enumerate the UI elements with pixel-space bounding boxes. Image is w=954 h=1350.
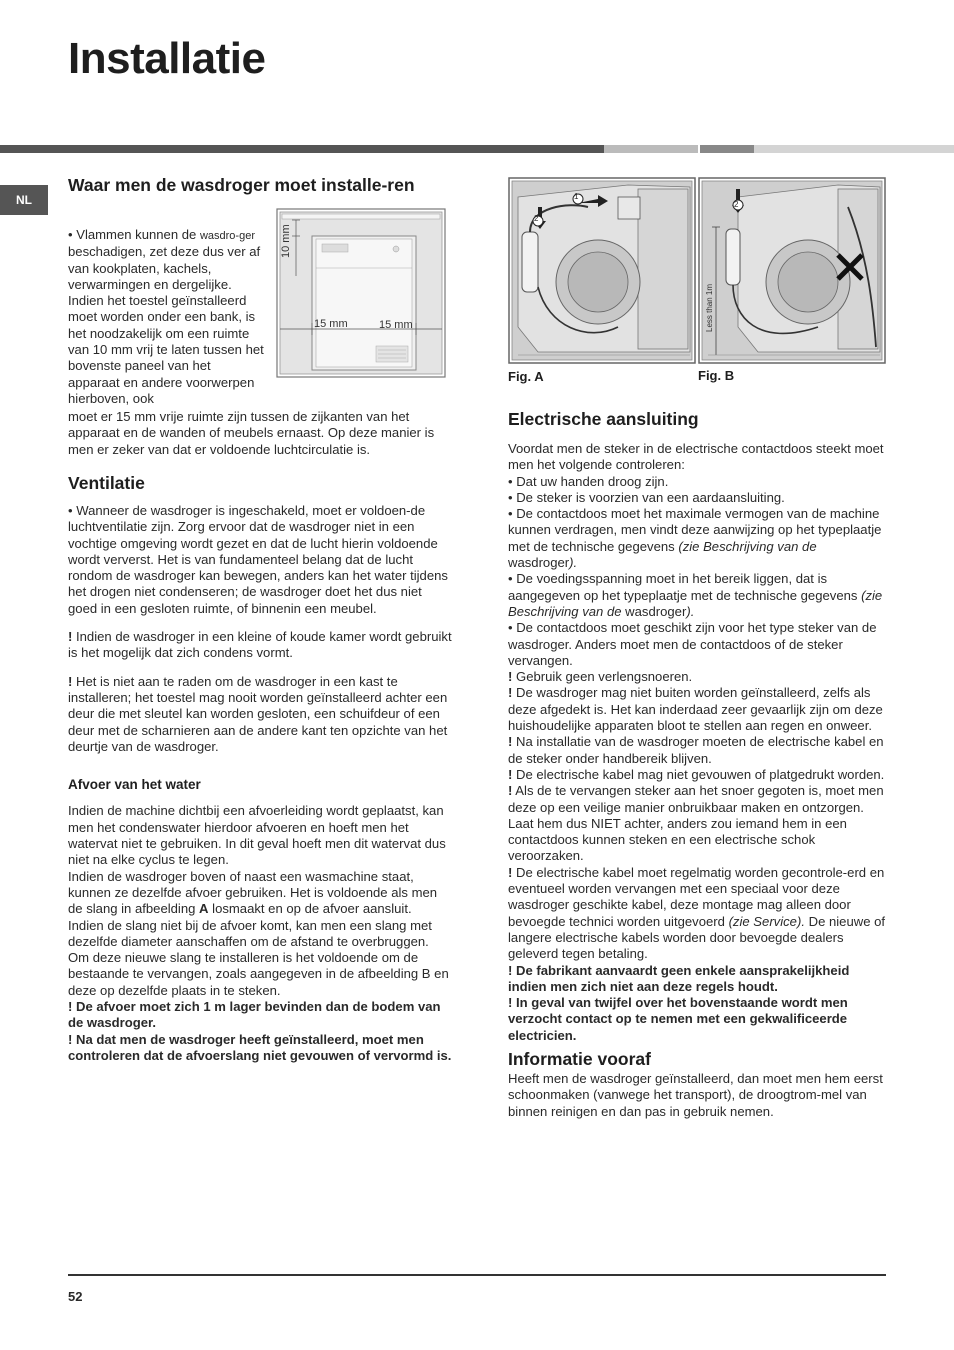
bullet-item — [508, 506, 888, 571]
text-run: De electrische kabel moet regelmatig worden gecontrole-erd en eventueel worden vervangen met een speciaal voor deze wasdroger geschikte kabel, deze montage mag alleen door bevoegde technici worden uitgevoerd — [508, 864, 885, 929]
header-bar-dark — [0, 145, 604, 153]
warning-text: Als de te vervangen steker aan het snoer gegoten is, moet men deze op een veilige manier onbruikbaar maken en ontzorgen. Laat hem dus NIET achter, anders zou iemand hem in een contactdoos kunnen steken en een electrische schok veroorzaken. — [508, 783, 884, 864]
warning-mark: ! — [508, 995, 513, 1011]
text-run-italic: (zie Beschrijving van de — [678, 538, 817, 554]
text-run-italic: (zie Service). — [728, 913, 805, 929]
section-title: Informatie vooraf — [508, 1048, 651, 1069]
warning-mark: ! — [508, 766, 513, 782]
install-location-text-wide — [68, 409, 452, 463]
bullet-item: • De contactdoos moet geschikt zijn voor het type steker van de wasdroger. Anders moet men de contactdoos of de steker vervangen. — [508, 620, 877, 668]
section-install-location — [68, 176, 448, 195]
text-run: • De voedingsspanning moet in het bereik liggen, dat is aangegeven op het typeplaatje met de technische gegevens — [508, 571, 862, 603]
page-number: 52 — [68, 1289, 83, 1304]
install-location-text-narrow — [68, 227, 264, 412]
paragraph: Voordat men de steker in de electrische contactdoos steekt moet men het volgende controleren: — [508, 441, 884, 473]
paragraph: • Wanneer de wasdroger is ingeschakeld, moet er voldoen-de luchtventilatie zijn. Zorg ervoor dat de wasdroger niet in een vochtige omgeving wordt gezet en dat de lucht hierin voldoende wordt ververst. Het is van fundamenteel belang dat de lucht rondom de wasdroger kan bewegen, anders kan het water tijdens het drogen niet condenseren; de wasdroger doet het dus niet goed in een gesloten ruimte, of binnenin een meubel. — [68, 503, 448, 616]
text-run: wasdroger — [621, 603, 687, 619]
right-gap-label: 15 mm — [379, 319, 413, 331]
section-title: Electrische aansluiting — [508, 409, 699, 429]
warning-mark: ! — [508, 962, 513, 978]
paragraph: Heeft men de wasdroger geïnstalleerd, dan moet men hem eerst schoonmaken (vanwege het transport), de droogtrom-mel van binnen reinigen en dan pas in gebruik nemen. — [508, 1070, 883, 1119]
subsection-title: Afvoer van het water — [68, 777, 201, 793]
text-run-small: wasdro-ger — [199, 230, 255, 242]
section-electrical-connection — [508, 410, 888, 1125]
text-run: Indien de wasdroger boven of naast een wasmachine staat, kunnen ze dezelfde afvoer gebruiken. Het is voldoende als men de slang in afbeelding — [68, 868, 438, 917]
warning-text: De electrische kabel mag niet gevouwen of platgedrukt worden. — [516, 766, 885, 782]
figure-b-illustration — [698, 177, 886, 364]
warning-text: De fabrikant aanvaardt geen enkele aansprakelijkheid indien men zich niet aan deze regels houdt. — [508, 962, 850, 994]
step-number-2: 2 — [734, 200, 739, 209]
paragraph: Indien de slang niet bij de afvoer komt, kan men een slang met dezelfde diameter aanschaffen om de afstand te overbruggen. — [68, 917, 432, 949]
warning-mark: ! — [68, 999, 73, 1015]
text-run: • De contactdoos moet het maximale vermogen van de machine kunnen verdragen, men vindt deze aanwijzing op het typeplaatje met de technische gegevens — [508, 506, 882, 554]
paragraph: moet er 15 mm vrije ruimte zijn tussen de zijkanten van het apparaat en de wanden of meubels ernaast. Op deze manier is men er zeker van dat er voldoende luchtcirculatie is. — [68, 409, 435, 457]
section-title: Waar men de wasdroger moet installe-ren — [68, 175, 415, 195]
warning-text: Gebruik geen verlengsnoeren. — [516, 669, 693, 685]
figure-a-caption: Fig. A — [508, 369, 544, 384]
warning-mark: ! — [508, 669, 513, 685]
distance-label: Less than 1m — [705, 283, 714, 332]
warning-text: Na installatie van de wasdroger moeten de electrische kabel en de steker onder handbereik blijven. — [508, 734, 884, 766]
page-title: Installatie — [68, 34, 266, 83]
text-run-bold: A — [199, 901, 209, 917]
warning-mark: ! — [68, 629, 73, 645]
language-tab: NL — [0, 185, 48, 215]
text-run-italic: (zie Beschrijving van de — [508, 587, 883, 619]
figure-b-caption: Fig. B — [698, 368, 735, 383]
paragraph: Indien de machine dichtbij een afvoerleiding wordt geplaatst, kan men het condenswater hierdoor afvoeren en hoeft men het watervat niet te gebruiken. In dit geval hoeft men dit watervat dus niet na elke cyclus te legen. — [68, 803, 446, 868]
warning-mark: ! — [68, 1031, 73, 1047]
warning-text: In geval van twijfel over het bovenstaande wordt men verzocht contact op te nemen met een gekwalificeerde electricien. — [508, 995, 848, 1043]
paragraph: Het is niet aan te raden om de wasdroger in een kast te installeren; het toestel mag nooit worden geïnstalleerd achter een deur die met sleutel kan worden gesloten, een schuifdeur of een deur met de scharnieren aan de andere kant ten opzichte van het deurtje van de wasdroger. — [68, 673, 448, 754]
warning-mark: ! — [508, 783, 513, 799]
text-run: De nieuwe of langere electrische kabels worden door bevoegde dealers geleverd tegen betaling. — [508, 913, 886, 962]
step-number-2: 2 — [534, 214, 539, 223]
text-run-italic: ). — [569, 555, 578, 571]
warning-text: Na dat men de wasdroger heeft geïnstalleerd, moet men controleren dat de afvoerslang niet gevouwen of vervormd is. — [68, 1031, 452, 1063]
step-number-1: 1 — [574, 192, 579, 201]
warning-mark: ! — [508, 685, 513, 701]
clearance-diagram — [276, 208, 446, 378]
warning-text: De wasdroger mag niet buiten worden geïnstalleerd, zelfs als deze afgedekt is. Het kan inderdaad zeer gevaarlijk zijn om deze huishoudelijke apparaten bloot te stellen aan regen en onweer. — [508, 685, 883, 734]
paragraph: Indien de wasdroger in een kleine of koude kamer wordt gebruikt is het mogelijk dat zich condens vormt. — [68, 629, 452, 661]
warning-text: De afvoer moet zich 1 m lager bevinden dan de bodem van de wasdroger. — [68, 999, 441, 1031]
top-gap-label: 10 mm — [280, 224, 292, 258]
text-run: losmaakt en op de afvoer aansluit. — [208, 901, 412, 917]
text-run-italic: ). — [686, 603, 695, 619]
section-ventilation — [68, 474, 452, 1064]
text-run: beschadigen, zet deze dus ver af van kookplaten, kachels, verwarmingen en dergelijke. Indien het toestel geïnstalleerd moet worden onder een bank, is het noodzakelijk om een ruimte van 10 mm vrij te laten tussen het bovenste paneel van het apparaat en andere voorwerpen hierboven, ook — [68, 244, 264, 406]
figure-a-illustration — [508, 177, 696, 364]
header-bar-mid — [700, 145, 754, 153]
text-run: • Vlammen kunnen de — [68, 227, 200, 242]
section-title: Ventilatie — [68, 473, 145, 493]
header-bar-light — [604, 145, 698, 153]
bullet-item: • Dat uw handen droog zijn. — [508, 473, 669, 489]
bullet-item: • De steker is voorzien van een aardaansluiting. — [508, 489, 785, 505]
header-bar-pale — [754, 145, 954, 153]
warning-mark: ! — [68, 673, 73, 689]
warning-mark: ! — [508, 864, 513, 880]
paragraph: Om deze nieuwe slang te installeren is het voldoende om de bestaande te vervangen, zoals aangegeven in de afbeelding B en deze op dezelfde plaats in te steken. — [68, 950, 449, 998]
warning-mark: ! — [508, 734, 513, 750]
footer-rule — [68, 1274, 886, 1276]
left-gap-label: 15 mm — [314, 318, 348, 330]
text-run: wasdroger — [508, 555, 570, 571]
bullet-item — [508, 571, 888, 620]
